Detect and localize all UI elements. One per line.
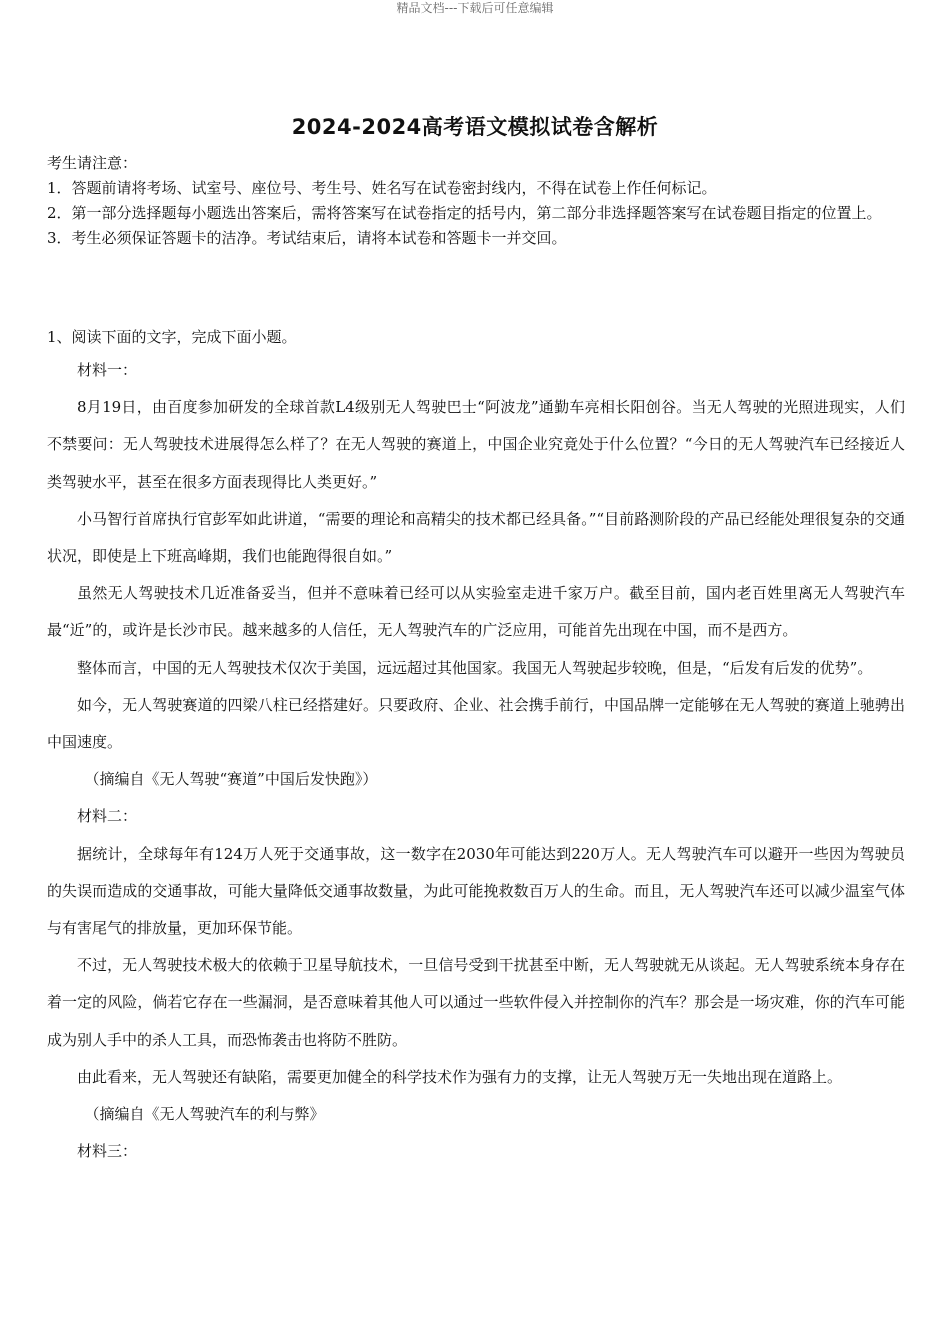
document-title: 2024-2024高考语文模拟试卷含解析	[291, 115, 659, 139]
notice-heading: 考生请注意：	[47, 154, 138, 172]
material2-label: 材料二：	[77, 807, 138, 826]
reading-materials	[47, 352, 905, 1170]
header-note: 精品文档---下载后可任意编辑	[396, 1, 554, 15]
notice-item: 3．考生必须保证答题卡的洁净。考试结束后，请将本试卷和答题卡一并交回。	[47, 229, 567, 247]
material2-paragraph: 由此看来，无人驾驶还有缺陷，需要更加健全的科学技术作为强有力的支撑，让无人驾驶万无一失地出现在道路上。	[77, 1067, 843, 1086]
notice-section	[47, 151, 907, 251]
notice-item: 1．答题前请将考场、试室号、座位号、考生号、姓名写在试卷密封线内，不得在试卷上作任何标记。	[47, 179, 717, 197]
material1-paragraph: 如今，无人驾驶赛道的四梁八柱已经搭建好。只要政府、企业、社会携手前行，中国品牌一定能够在无人驾驶的赛道上驰骋出中国速度。	[47, 695, 905, 752]
material1-paragraph: 8月19日，由百度参加研发的全球首款L4级别无人驾驶巴士“阿波龙”通勤车亮相长阳创谷。当无人驾驶的光照进现实，人们不禁要问：无人驾驶技术进展得怎么样了？在无人驾驶的赛道上，中国企业究竟处于什么位置？“今日的无人驾驶汽车已经接近人类驾驶水平，甚至在很多方面表现得比人类更好。”	[47, 398, 905, 491]
material2-source: （摘编自《无人驾驶汽车的利与弊》	[84, 1105, 325, 1124]
material2-paragraph: 据统计，全球每年有124万人死于交通事故，这一数字在2030年可能达到220万人。无人驾驶汽车可以避开一些因为驾驶员的失误而造成的交通事故，可能大量降低交通事故数量，为此可能挽救数百万人的生命。而且，无人驾驶汽车还可以减少温室气体与有害尾气的排放量，更加环保节能。	[47, 844, 905, 938]
notice-item: 2．第一部分选择题每小题选出答案后，需将答案写在试卷指定的括号内，第二部分非选择题答案写在试卷题目指定的位置上。	[47, 204, 882, 222]
material1-paragraph: 虽然无人驾驶技术几近准备妥当，但并不意味着已经可以从实验室走进千家万户。截至目前，国内老百姓里离无人驾驶汽车最“近”的，或许是长沙市民。越来越多的人信任，无人驾驶汽车的广泛应用，可能首先出现在中国，而不是西方。	[47, 584, 905, 640]
question-prompt-block	[47, 325, 907, 350]
material1-paragraph: 小马智行首席执行官彭军如此讲道，“需要的理论和高精尖的技术都已经具备。”“目前路测阶段的产品已经能处理很复杂的交通状况，即使是上下班高峰期，我们也能跑得很自如。”	[47, 509, 905, 566]
material1-label: 材料一：	[77, 361, 138, 379]
material2-paragraph: 不过，无人驾驶技术极大的依赖于卫星导航技术，一旦信号受到干扰甚至中断，无人驾驶就无从谈起。无人驾驶系统本身存在着一定的风险，倘若它存在一些漏洞，是否意味着其他人可以通过一些软件侵入并控制你的汽车？那会是一场灾难，你的汽车可能成为别人手中的杀人工具，而恐怖袭击也将防不胜防。	[47, 956, 905, 1049]
question-prompt: 1、阅读下面的文字，完成下面小题。	[47, 328, 297, 346]
material3-label: 材料三：	[77, 1142, 138, 1161]
material1-source: （摘编自《无人驾驶“赛道”中国后发快跑》）	[84, 770, 378, 789]
material1-paragraph: 整体而言，中国的无人驾驶技术仅次于美国，远远超过其他国家。我国无人驾驶起步较晚，但是，“后发有后发的优势”。	[77, 658, 873, 677]
